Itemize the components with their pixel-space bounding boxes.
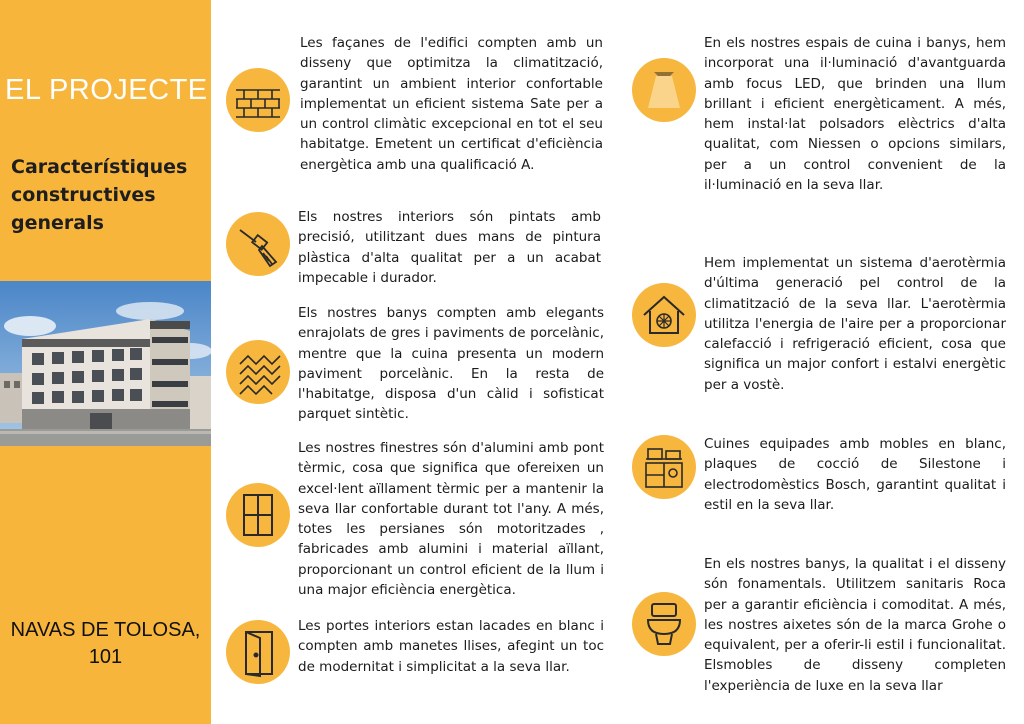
facade-text: Les façanes de l'edifici compten amb un disseny que optimitza la climatització, garantint un ambient interior confortable implementat un eficient sistema Sate per a un control climàtic excepcional en tot el seu habitatge. Emetent un certificat d'eficiència energètica amb una qualificació A. [300,35,603,173]
ceiling-light-icon [632,58,696,122]
windows-text: Les nostres finestres són d'alumini amb pont tèrmic, cosa que significa que ofereixen un excel·lent aïllament tèrmic per a mantenir la seva llar confortable durant tot l'any. A més, totes les persianes són motoritzades , fabricades amb alumini i material aïllant, proporcionant un control eficient de la llum i una major eficiència energètica. [298,440,604,599]
climate-text: Hem implementat un sistema d'aerotèrmia d'última generació pel control de la climatització de la seva llar. L'aerotèrmia utilitza l'energia de l'aire per a proporcionar calefacció i refrigeració eficient, cosa que significa un major confort i estalvi energètic per a vostè. [704,255,1006,393]
project-address: NAVAS DE TOLOSA, 101 [10,619,201,668]
building-photo [0,281,211,446]
parquet-floor-icon [226,340,290,404]
toilet-icon [632,592,696,656]
house-climate-icon [632,283,696,347]
section-subtitle: Característiques constructives generals [11,156,188,234]
brick-wall-icon [226,68,290,132]
kitchen-icon [632,435,696,499]
lighting-text: En els nostres espais de cuina i banys, hem incorporat una il·luminació d'avantguarda amb focus LED, que brinden una llum brillant i eficient energèticament. A més, hem instal·lat polsadors elèctrics d'alta qualitat, com Niessen o opcions similars, per a un control convenient de la il·luminació en la seva llar. [704,35,1006,194]
flooring-text: Els nostres banys compten amb elegants enrajolats de gres i paviments de porcelànic, mentre que la cuina presenta un modern paviment porcelànic. En la resta de l'habitatge, disposa d'un càlid i sofisticat parquet sintètic. [298,305,604,423]
bathroom-text: En els nostres banys, la qualitat i el disseny són fonamentals. Utilitzem sanitaris Roca per a garantir eficiència i comoditat. A més, les nostres aixetes són de la marca Grohe o equivalent, per a oferir-li estil i funcionalitat. Elsmobles de disseny completen l'experiència de luxe en la seva llar [704,556,1006,694]
door-icon [226,620,290,684]
sidebar-panel [0,0,211,724]
kitchen-text: Cuines equipades amb mobles en blanc, plaques de cocció de Silestone i electrodomèstics Bosch, garantint qualitat i estil en la seva llar. [704,436,1006,513]
window-icon [226,483,290,547]
project-title: EL PROJECTE [5,74,208,106]
doors-text: Les portes interiors estan lacades en blanc i compten amb manetes llises, afegint un toc de modernitat i simplicitat a la seva llar. [298,618,604,675]
paint-text: Els nostres interiors són pintats amb precisió, utilitzant dues mans de pintura plàstica d'alta qualitat per a un acabat impecable i durador. [298,209,601,286]
paint-brush-icon [226,212,290,276]
